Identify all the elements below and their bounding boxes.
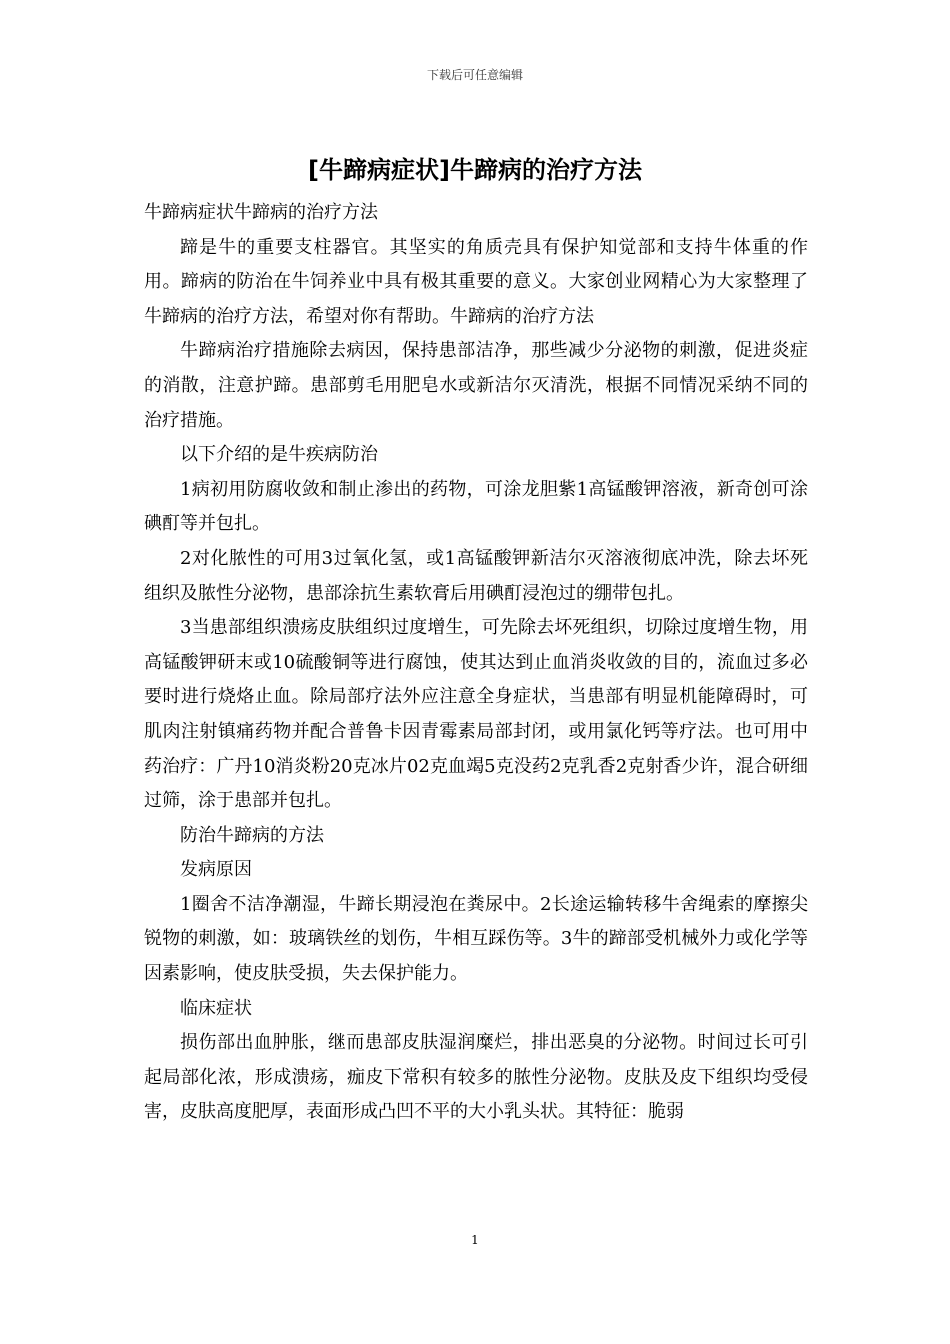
paragraph-step-3: 3当患部组织溃疡皮肤组织过度增生，可先除去坏死组织，切除过度增生物，用高锰酸钾研末或10硫酸铜等进行腐蚀，使其达到止血消炎收敛的目的，流血过多必要时进行烧烙止血。除局部疗法外应注意全身症状，当患部有明显机能障碍时，可肌肉注射镇痛药物并配合普鲁卡因青霉素局部封闭，或用氯化钙等疗法。也可用中药治疗：广丹10消炎粉20克冰片02克血竭5克没药2克乳香2克射香少许，混合研细过筛，涂于患部并包扎。 bbox=[144, 617, 808, 812]
paragraph-intro: 蹄是牛的重要支柱器官。其坚实的角质壳具有保护知觉部和支持牛体重的作用。蹄病的防治在牛饲养业中具有极其重要的意义。大家创业网精心为大家整理了牛蹄病的治疗方法，希望对你有帮助。牛蹄病的治疗方法 bbox=[144, 236, 808, 327]
paragraph-section-lead: 以下介绍的是牛疾病防治 bbox=[180, 444, 378, 466]
document-title: [牛蹄病症状]牛蹄病的治疗方法 bbox=[308, 156, 642, 184]
paragraph-treatment-measures: 牛蹄病治疗措施除去病因，保持患部洁净，那些减少分泌物的刺激，促进炎症的消散，注意护蹄。患部剪毛用肥皂水或新洁尔灭清洗，根据不同情况采纳不同的治疗措施。 bbox=[144, 340, 808, 431]
paragraph-causes: 1圈舍不洁净潮湿，牛蹄长期浸泡在粪尿中。2长途运输转移牛舍绳索的摩擦尖锐物的刺激，如：玻璃铁丝的划伤，牛相互踩伤等。3牛的蹄部受机械外力或化学等因素影响，使皮肤受损，失去保护能力。 bbox=[144, 893, 808, 985]
heading-prevention-methods: 防治牛蹄病的方法 bbox=[180, 824, 324, 846]
paragraph-step-2: 2对化脓性的可用3过氧化氢，或1高锰酸钾新洁尔灭溶液彻底冲洗，除去坏死组织及脓性分泌物，患部涂抗生素软膏后用碘酊浸泡过的绷带包扎。 bbox=[144, 547, 808, 604]
page-header-note: 下载后可任意编辑 bbox=[426, 68, 523, 82]
heading-clinical-symptoms: 临床症状 bbox=[180, 997, 252, 1019]
heading-causes: 发病原因 bbox=[180, 859, 252, 881]
document-body bbox=[144, 196, 808, 1130]
page-number: 1 bbox=[471, 1233, 479, 1247]
paragraph-subtitle: 牛蹄病症状牛蹄病的治疗方法 bbox=[144, 202, 378, 223]
paragraph-clinical-symptoms: 损伤部出血肿胀，继而患部皮肤湿润糜烂，排出恶臭的分泌物。时间过长可引起局部化浓，形成溃疡，痂皮下常积有较多的脓性分泌物。皮肤及皮下组织均受侵害，皮肤高度肥厚，表面形成凸凹不平的大小乳头状。其特征：脆弱 bbox=[144, 1032, 808, 1123]
paragraph-step-1: 1病初用防腐收敛和制止渗出的药物，可涂龙胆紫1高锰酸钾溶液，新奇创可涂碘酊等并包扎。 bbox=[144, 478, 808, 535]
